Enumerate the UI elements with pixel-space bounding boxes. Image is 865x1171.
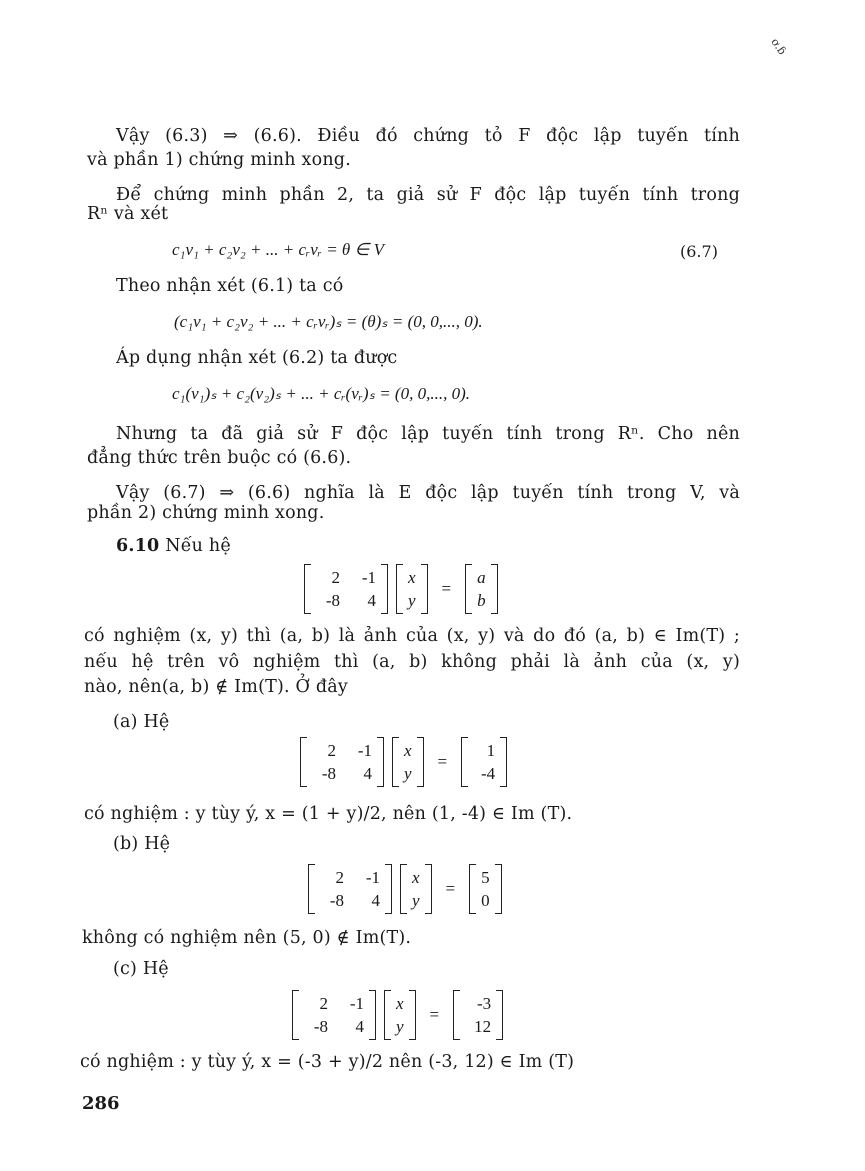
text-line-2: và phần 1) chứng minh xong. — [87, 150, 351, 170]
variable-vector: x y — [396, 564, 428, 614]
exercise-number: 6.10 — [116, 536, 160, 556]
coefficient-matrix: 2 -1 -8 4 — [308, 864, 392, 914]
exercise-intro: Nếu hệ — [165, 536, 231, 556]
matrix-system-b: 2 -1 -8 4 x y = 5 0 — [304, 864, 506, 914]
text-line-10: phần 2) chứng minh xong. — [87, 503, 325, 523]
text-line-3: Để chứng minh phần 2, ta giả sử F độc lập tuyến tính trong — [116, 185, 740, 205]
case-b-label: (b) Hệ — [113, 834, 171, 854]
rhs-vector: 5 0 — [469, 864, 502, 914]
rhs-vector: -3 12 — [453, 990, 503, 1040]
page-number: 286 — [82, 1093, 120, 1114]
coefficient-matrix: 2 -1 -8 4 — [292, 990, 376, 1040]
text-line-11: có nghiệm (x, y) thì (a, b) là ảnh của (x, y) và do đó (a, b) ∈ Im(T) ; — [84, 626, 740, 646]
equation-6-7: c₁v₁ + c₂v₂ + ... + cᵣvᵣ = θ ∈ V — [172, 240, 384, 259]
equation-s: (c₁v₁ + c₂v₂ + ... + cᵣvᵣ)ₛ = (θ)ₛ = (0, 0,..., 0). — [174, 312, 483, 331]
text-line-9: Vậy (6.7) ⇒ (6.6) nghĩa là E độc lập tuyến tính trong V, và — [116, 483, 740, 503]
text-line-7: Nhưng ta đã giả sử F độc lập tuyến tính trong Rⁿ. Cho nên — [116, 424, 740, 444]
case-a-result: có nghiệm : y tùy ý, x = (1 + y)/2, nên (1, -4) ∈ Im (T). — [84, 804, 573, 824]
exercise-heading — [116, 536, 231, 556]
text-line-4: Rⁿ và xét — [87, 204, 169, 224]
equation-s2: c₁(v₁)ₛ + c₂(v₂)ₛ + ... + cᵣ(vᵣ)ₛ = (0, 0,..., 0). — [172, 384, 470, 403]
matrix-system-c: 2 -1 -8 4 x y = -3 12 — [288, 990, 507, 1040]
case-b-result: không có nghiệm nên (5, 0) ∉ Im(T). — [82, 928, 412, 948]
text-line-13: nào, nên(a, b) ∉ Im(T). Ở đây — [84, 677, 348, 697]
text-line-8: đẳng thức trên buộc có (6.6). — [87, 448, 352, 468]
coefficient-matrix: 2 -1 -8 4 — [300, 737, 384, 787]
text-line-6: Áp dụng nhận xét (6.2) ta được — [116, 348, 398, 368]
equation-number: (6.7) — [680, 242, 718, 261]
variable-vector: x y — [384, 990, 416, 1040]
case-c-result: có nghiệm : y tùy ý, x = (-3 + y)/2 nên (-3, 12) ∈ Im (T) — [80, 1052, 575, 1072]
rhs-vector: a b — [465, 564, 498, 614]
rhs-vector: 1 -4 — [461, 737, 507, 787]
matrix-system-a: 2 -1 -8 4 x y = 1 -4 — [296, 737, 511, 787]
corner-mark: ơ.ɓ — [768, 35, 789, 58]
case-a-label: (a) Hệ — [113, 712, 170, 732]
matrix-system-general: 2 -1 -8 4 x y = a b — [300, 564, 502, 614]
text-line-5: Theo nhận xét (6.1) ta có — [116, 276, 344, 296]
text-line-1: Vậy (6.3) ⇒ (6.6). Điều đó chứng tỏ F độc lập tuyến tính — [116, 126, 740, 146]
variable-vector: x y — [392, 737, 424, 787]
text-line-12: nếu hệ trên vô nghiệm thì (a, b) không phải là ảnh của (x, y) — [84, 652, 740, 672]
coefficient-matrix: 2 -1 -8 4 — [304, 564, 388, 614]
variable-vector: x y — [400, 864, 432, 914]
case-c-label: (c) Hệ — [113, 959, 169, 979]
